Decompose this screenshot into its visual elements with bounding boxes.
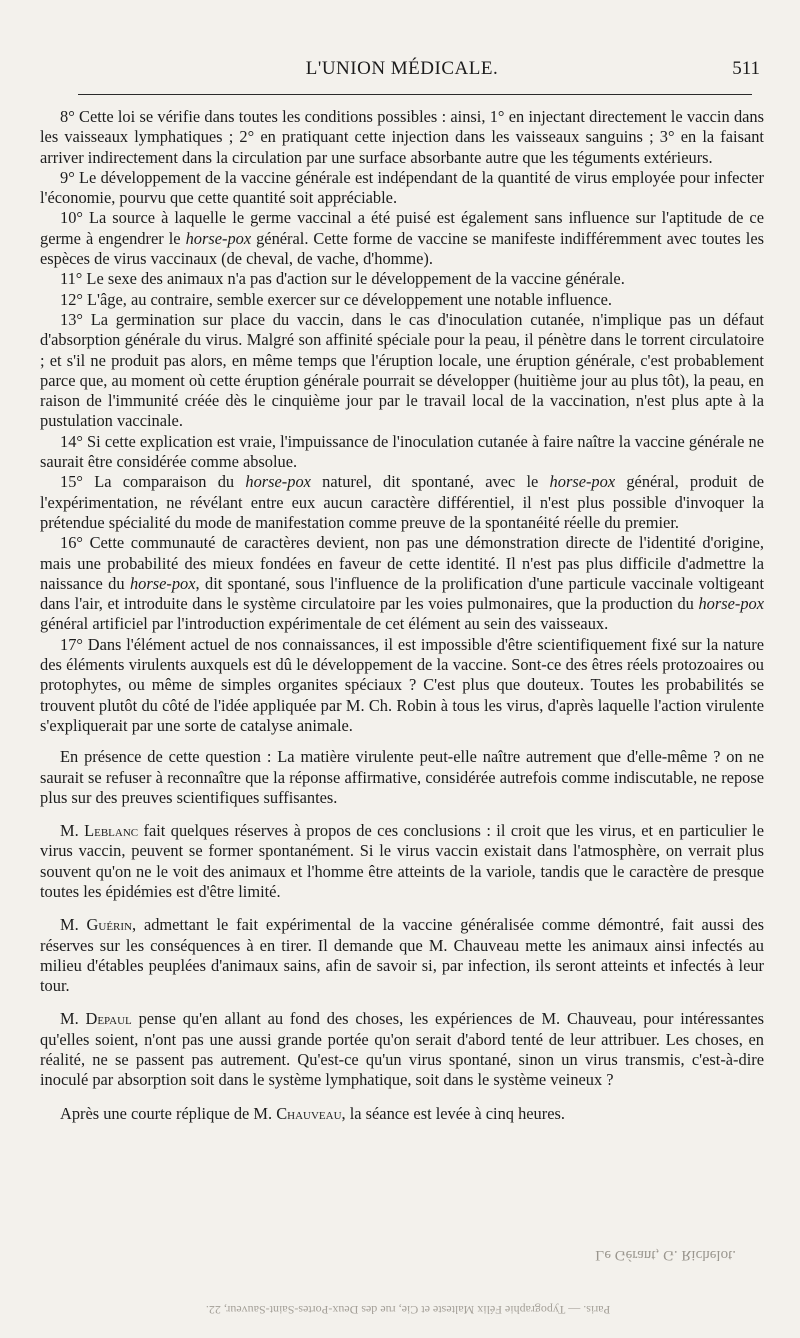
page-number: 511 [732,58,760,79]
session-close: Après une courte réplique de M. Chauveau, la séance est levée à cinq heures. [60,1103,565,1123]
running-title: L'UNION MÉDICALE. [305,58,499,79]
page-header [40,56,764,86]
printer-imprint: Paris. — Typographie Félix Malteste et Cie, rue des Deux-Portes-Saint-Sauveur, 22. [205,1303,611,1317]
conclusion-12: 12° L'âge, au contraire, semble exercer sur ce développement une notable influence. [60,289,612,309]
conclusion-11: 11° Le sexe des animaux n'a pas d'action sur le développement de la vaccine générale. [60,269,625,289]
guerin-remarks: M. Guérin, admettant le fait expérimental de la vaccine généralisée comme démontré, fait aussi des réserves sur les conséquences à en tirer. Il demande que M. Chauveau mette les animaux ainsi infectés au milieu d'étables peuplées d'animaux sains, afin de savoir si, par infection, ils seront atteints et infectés à leur tour. [40,915,764,996]
page-footer [0,1238,800,1338]
conclusion-10: 10° La source à laquelle le germe vaccinal a été puisé est également sans influence sur l'aptitude de ce germe à engendrer le horse-pox général. Cette forme de vaccine se manifeste indifféremment avec toutes les espèces de virus vaccinaux (de cheval, de vache, d'homme). [40,208,764,269]
conclusion-13: 13° La germination sur place du vaccin, dans le cas d'inoculation cutanée, n'implique pas un défaut d'absorption générale du virus. Malgré son affinité spéciale pour la peau, il pénètre dans le torrent circulatoire ; et s'il ne produit pas alors, en même temps que l'éruption locale, une éruption générale, c'est probablement parce que, au moment où cette éruption générale pourrait se développer (huitième jour au plus tôt), la peau, en raison de l'immunité créée dès le cinquième jour par le travail local de la vaccination, n'est plus apte à la pustulation vaccinale. [40,309,764,431]
conclusion-17: 17° Dans l'élément actuel de nos connaissances, il est impossible d'être scientifiquement fixé sur la nature des éléments virulents auxquels est dû le développement de la vaccine. Sont-ce des êtres réels protozoaires ou protophytes, ou même de simples organites spéciaux ? C'est plus que douteux. Toutes les probabilités se trouvent plutôt du côté de l'idée appliquée par M. Ch. Robin à tous les virus, d'après laquelle l'action virulente s'expliquerait par une sorte de catalyse animale. [40,634,764,735]
conclusion-9: 9° Le développement de la vaccine générale est indépendant de la quantité de virus employée pour infecter l'économie, pourvu que cette quantité soit appréciable. [40,167,764,208]
conclusion-15: 15° La comparaison du horse-pox naturel, dit spontané, avec le horse-pox général, produit de l'expérimentation, ne révélant entre eux aucun caractère différentiel, il n'est plus possible d'invoquer la prétendue spécialité du mode de manifestation comme preuve de la spontanéité réelle du premier. [40,472,764,532]
closing-question: En présence de cette question : La matière virulente peut-elle naître autrement que d'elle-même ? on ne saurait se refuser à reconnaître que la réponse affirmative, considérée autrefois comme indiscutable, ne repose plus sur des preuves scientifiques suffisantes. [40,747,764,807]
header-rule [78,94,752,95]
body-text [40,107,764,1124]
depaul-remarks: M. Depaul pense qu'en allant au fond des choses, les expériences de M. Chauveau, pour intéressantes qu'elles soient, n'ont pas une aussi grande portée qu'on serait d'abord tenté de leur attribuer. Les choses, en réalité, ne se passent pas autrement. Qu'est-ce qu'un virus spontané, sinon un virus transmis, c'est-à-dire inoculé par absorption soit dans le système lymphatique, soit dans le système veineux ? [40,1009,764,1090]
conclusion-16: 16° Cette communauté de caractères devient, non pas une démonstration directe de l'identité d'origine, mais une probabilité des mieux fondées en faveur de cette identité. Il n'est pas plus difficile d'admettre la naissance du horse-pox, dit spontané, sous l'influence de la prolification d'une particule vaccinale voltigeant dans l'air, et introduite dans le système circulatoire par les voies pulmonaires, que la production du horse-pox général artificiel par l'introduction expérimentale de cet élément au sein des vaisseaux. [40,533,765,634]
leblanc-remarks: M. Leblanc fait quelques réserves à propos de ces conclusions : il croit que les virus, et en particulier le virus vaccin, peuvent se former spontanément. Si le virus vaccin existait dans l'atmosphère, on verrait plus souvent qu'on ne le voit des animaux et l'homme être atteints de la variole, tandis que le caractère de presque toutes les épidémies est d'être limité. [40,821,764,901]
conclusion-8: 8° Cette loi se vérifie dans toutes les conditions possibles : ainsi, 1° en injectant directement le vaccin dans les vaisseaux lymphatiques ; 2° en pratiquant cette injection dans les vaisseaux sanguins ; 3° en la faisant arriver indirectement dans la circulation par une surface absorbante autre que les téguments extérieurs. [40,107,764,167]
manager-signature: Le Gérant, G. Richelot. [595,1247,736,1263]
conclusion-14: 14° Si cette explication est vraie, l'impuissance de l'inoculation cutanée à faire naître la vaccine générale ne saurait être considérée comme absolue. [40,431,764,472]
